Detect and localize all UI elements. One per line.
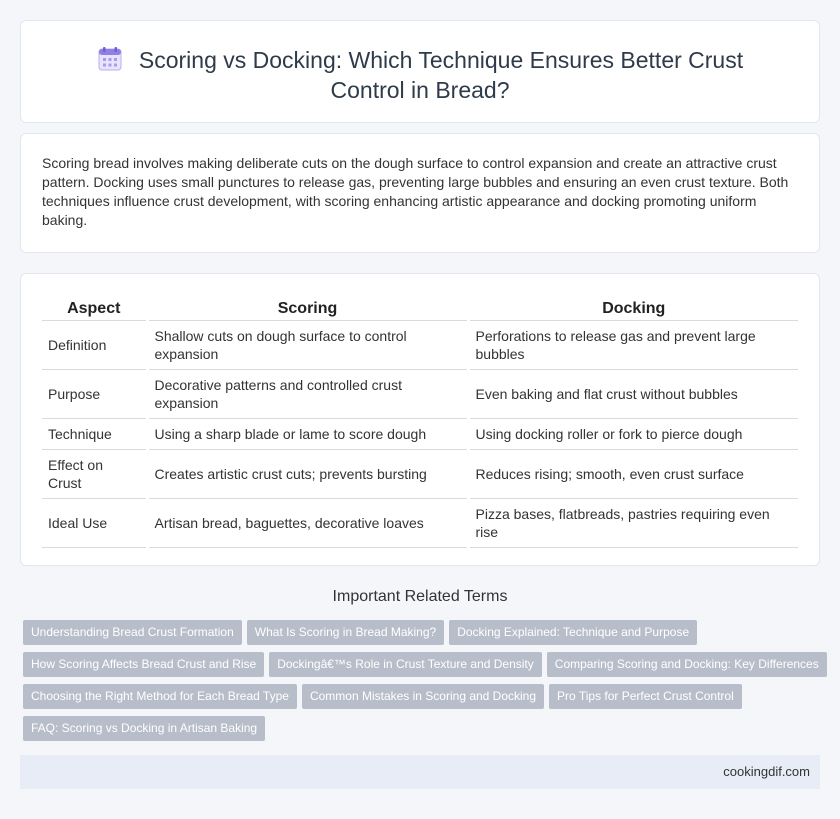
title-card [20, 20, 820, 123]
header-aspect: Aspect [42, 294, 147, 320]
intro-paragraph: Scoring bread involves making deliberate cuts on the dough surface to control expansion and create an attractive crust pattern. Docking uses small punctures to release gas, preventing large bubbles and ensuring an even crust texture. Both techniques influence crust development, with scoring enhancing artistic appearance and docking promoting uniform baking. [42, 155, 789, 228]
intro-card [20, 133, 820, 253]
related-term-link[interactable]: What Is Scoring in Bread Making? [247, 620, 444, 645]
cell-docking: Reduces rising; smooth, even crust surface [468, 449, 798, 498]
related-terms-heading: Important Related Terms [332, 588, 508, 605]
cell-scoring: Shallow cuts on dough surface to control expansion [147, 320, 468, 369]
related-term-link[interactable]: Dockingâ€™s Role in Crust Texture and Density [269, 652, 542, 677]
table-header-row [42, 294, 798, 320]
cell-scoring: Artisan bread, baguettes, decorative loaves [147, 498, 468, 547]
related-term-link[interactable]: Pro Tips for Perfect Crust Control [549, 684, 742, 709]
footer-site-link[interactable]: cookingdif.com [723, 764, 810, 779]
page-title-wrap [61, 45, 779, 105]
related-term-link[interactable]: How Scoring Affects Bread Crust and Rise [23, 652, 264, 677]
related-term-link[interactable]: Understanding Bread Crust Formation [23, 620, 242, 645]
related-term-link[interactable]: Choosing the Right Method for Each Bread Type [23, 684, 297, 709]
table-row [42, 498, 798, 547]
calendar-icon [97, 46, 123, 72]
cell-docking: Pizza bases, flatbreads, pastries requiring even rise [468, 498, 798, 547]
cell-docking: Using docking roller or fork to pierce dough [468, 418, 798, 449]
table-row [42, 320, 798, 369]
header-scoring: Scoring [147, 294, 468, 320]
cell-scoring: Using a sharp blade or lame to score dough [147, 418, 468, 449]
related-term-link[interactable]: Docking Explained: Technique and Purpose [449, 620, 697, 645]
cell-aspect: Definition [42, 320, 147, 369]
cell-aspect: Effect on Crust [42, 449, 147, 498]
related-term-link[interactable]: Common Mistakes in Scoring and Docking [302, 684, 544, 709]
related-terms-list [23, 620, 823, 748]
header-docking: Docking [468, 294, 798, 320]
related-term-link[interactable]: Comparing Scoring and Docking: Key Differences [547, 652, 827, 677]
cell-scoring: Creates artistic crust cuts; prevents bursting [147, 449, 468, 498]
footer [20, 755, 820, 789]
table-row [42, 449, 798, 498]
comparison-card [20, 273, 820, 566]
cell-docking: Perforations to release gas and prevent large bubbles [468, 320, 798, 369]
comparison-table [42, 294, 798, 548]
cell-aspect: Ideal Use [42, 498, 147, 547]
table-row [42, 418, 798, 449]
cell-aspect: Technique [42, 418, 147, 449]
cell-scoring: Decorative patterns and controlled crust expansion [147, 369, 468, 418]
page-title: Scoring vs Docking: Which Technique Ensures Better Crust Control in Bread? [138, 47, 744, 103]
table-row [42, 369, 798, 418]
cell-aspect: Purpose [42, 369, 147, 418]
cell-docking: Even baking and flat crust without bubbles [468, 369, 798, 418]
related-term-link[interactable]: FAQ: Scoring vs Docking in Artisan Baking [23, 716, 265, 741]
